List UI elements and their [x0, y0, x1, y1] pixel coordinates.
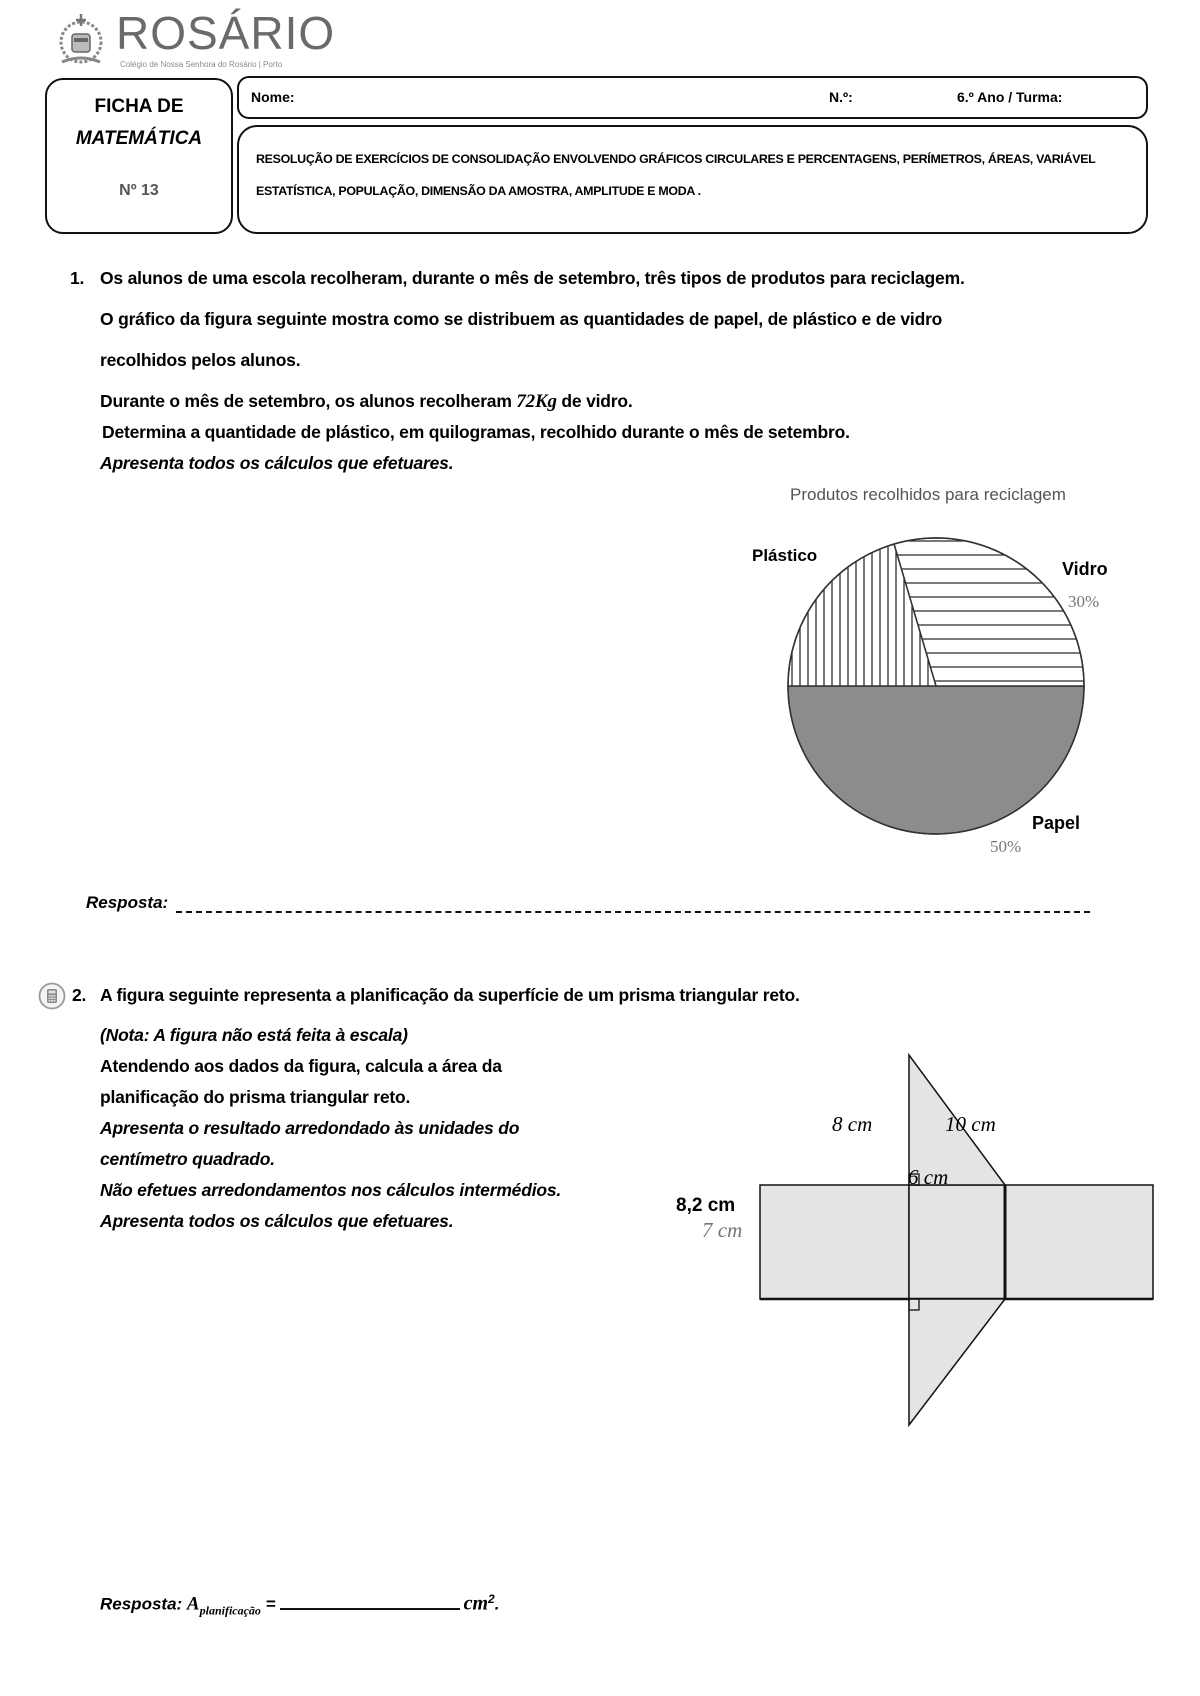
net-lateral-face-middle: [909, 1185, 1005, 1299]
question-1-line-3: recolhidos pelos alunos.: [100, 350, 301, 370]
label-hypotenuse: 10 cm: [945, 1112, 996, 1136]
school-name: ROSÁRIO: [116, 7, 336, 59]
topic-box: [237, 125, 1148, 234]
question-2-line-3: planificação do prisma triangular reto.: [100, 1087, 411, 1107]
worksheet-id-box: [45, 78, 233, 234]
label-prism-height-faded: 7 cm: [702, 1218, 743, 1242]
student-info-box: [237, 76, 1148, 119]
question-1-number: 1.: [70, 268, 85, 288]
worksheet-number: Nº 13: [119, 182, 159, 199]
q2-answer-blank[interactable]: [280, 1608, 460, 1610]
topic-text: RESOLUÇÃO DE EXERCÍCIOS DE CONSOLIDAÇÃO ENVOLVENDO GRÁFICOS CIRCULARES E PERCENTAGENS, PERÍMETROS, ÁREAS, VARIÁVEL ESTATÍSTICA, POPULAÇÃO, DIMENSÃO DA AMOSTRA, AMPLITUDE E MODA .: [256, 152, 1096, 198]
year-class-field-label[interactable]: 6.º Ano / Turma:: [957, 89, 1063, 105]
q2-answer-eq: =: [260, 1594, 276, 1614]
chart-title: Produtos recolhidos para reciclagem: [790, 485, 1066, 504]
q2-answer-end: .: [494, 1594, 500, 1614]
q2-answer-sub: planificação: [199, 1603, 261, 1618]
net-base-triangle-bottom: [909, 1299, 1005, 1425]
pie-label-vidro: Vidro: [1062, 559, 1108, 579]
q2-answer-exp: 2: [488, 1592, 495, 1606]
question-1-line-2: O gráfico da figura seguinte mostra como se distribuem as quantidades de papel, de plástico e de vidro: [100, 309, 943, 329]
q2-answer-var: A: [186, 1593, 200, 1615]
question-2-answer: [100, 1592, 499, 1619]
question-1-line-5: Determina a quantidade de plástico, em quilogramas, recolhido durante o mês de setembro.: [102, 422, 850, 442]
calculator-icon: [38, 982, 66, 1010]
question-2-instruction-3: Não efetues arredondamentos nos cálculos intermédios.: [100, 1180, 562, 1200]
net-lateral-face-right: [1005, 1185, 1153, 1299]
net-lateral-face-left: [760, 1185, 909, 1299]
q1-vidro-mass: 72Kg: [516, 391, 557, 412]
pie-value-vidro: 30%: [1068, 592, 1100, 611]
q2-answer-unit: cm: [463, 1592, 489, 1615]
question-2-line-2: Atendendo aos dados da figura, calcula a área da: [100, 1056, 502, 1076]
worksheet-subject: MATEMÁTICA: [75, 128, 203, 149]
pie-slice-papel: [788, 686, 1084, 834]
worksheet-type: FICHA DE: [94, 96, 184, 117]
question-2-instruction-2: centímetro quadrado.: [100, 1149, 275, 1169]
question-2-note: (Nota: A figura não está feita à escala): [100, 1025, 408, 1045]
number-field-label[interactable]: N.º:: [829, 89, 853, 105]
question-1-line-1: Os alunos de uma escola recolheram, durante o mês de setembro, três tipos de produtos para reciclagem.: [100, 268, 965, 288]
question-1-line-4: [100, 391, 633, 413]
prism-net-figure: [740, 1050, 1160, 1450]
school-logo: [52, 7, 336, 70]
school-crest-icon: [52, 10, 110, 68]
question-1-instruction: Apresenta todos os cálculos que efetuares.: [100, 453, 454, 473]
question-2-instruction-1: Apresenta o resultado arredondado às unidades do: [100, 1118, 520, 1138]
q1-line4-text: Durante o mês de setembro, os alunos recolheram: [100, 391, 517, 411]
q1-line4-end: de vidro.: [556, 391, 633, 411]
question-2-number: 2.: [72, 985, 87, 1005]
label-leg-vertical: 8 cm: [832, 1112, 873, 1136]
pie-label-plastico: Plástico: [752, 546, 818, 565]
school-subtitle: Colégio de Nossa Senhora do Rosário | Porto: [120, 60, 283, 69]
question-2-line-1: A figura seguinte representa a planificação da superfície de um prisma triangular reto.: [100, 985, 800, 1005]
pie-value-papel: 50%: [990, 837, 1022, 856]
name-field-label[interactable]: Nome:: [251, 89, 295, 105]
question-1-answer-label: Resposta:: [86, 893, 169, 912]
question-2-instruction-4: Apresenta todos os cálculos que efetuares.: [100, 1211, 454, 1231]
label-leg-base: 6 cm: [908, 1165, 949, 1189]
question-1-answer-line[interactable]: [176, 911, 1090, 913]
q2-answer-label: Resposta:: [100, 1594, 187, 1614]
pie-label-papel: Papel: [1032, 813, 1081, 833]
label-prism-height: 8,2 cm: [676, 1195, 736, 1216]
